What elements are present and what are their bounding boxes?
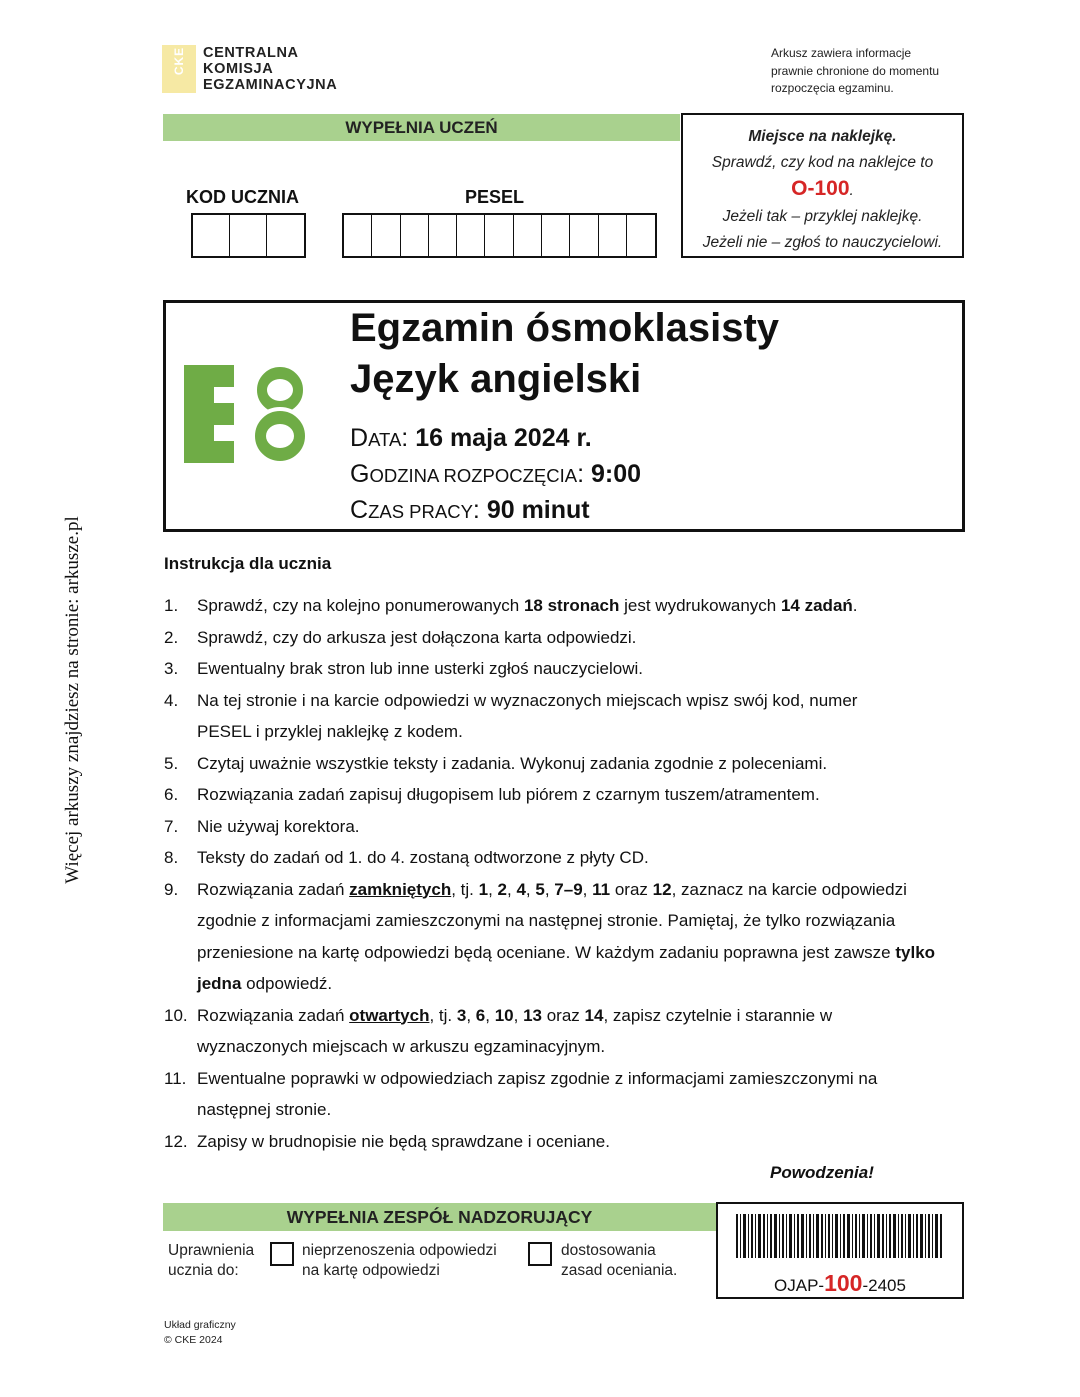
e8-logo-icon: [182, 363, 324, 465]
text-part: , zaznacz na karcie odpowiedzi zgodnie z informacjami zamieszczonymi na następnej stronie. Pamiętaj, że tylko rozwiązania przeniesione na kartę odpowiedzi będą oceniane. W każdym zadaniu poprawna jest zawsze: [197, 879, 907, 962]
cke-logo: [162, 45, 337, 93]
pesel-box[interactable]: [627, 215, 655, 256]
item-number: 7.: [164, 816, 179, 836]
text-bold: 14 zadań: [780, 596, 853, 615]
pesel-box[interactable]: [401, 215, 429, 256]
item-text: Zapisy w brudnopisie nie będą sprawdzane i oceniane.: [197, 1131, 610, 1151]
list-item: [164, 842, 974, 874]
supervisor-section-bar: WYPEŁNIA ZESPÓŁ NADZORUJĄCY: [163, 1203, 716, 1231]
kod-ucznia-boxes[interactable]: [191, 213, 306, 258]
date-label: ATA: [368, 429, 402, 450]
item-number: 9.: [164, 879, 179, 899]
sticker-line: Miejsce na naklejkę.: [748, 128, 897, 145]
text-underlined: zamkniętych: [349, 879, 452, 899]
pesel-box[interactable]: [485, 215, 513, 256]
pesel-box[interactable]: [542, 215, 570, 256]
list-item: [164, 590, 974, 622]
item-number: 12.: [164, 1131, 188, 1151]
pesel-box[interactable]: [372, 215, 400, 256]
list-item: [164, 1063, 974, 1126]
exam-title: Egzamin ósmoklasisty: [350, 306, 780, 350]
instructions-list: [164, 590, 974, 1157]
text-part: ,: [544, 879, 555, 899]
task-number: 1: [478, 879, 489, 899]
task-number: 5: [535, 879, 545, 899]
legal-line: prawnie chronione do momentu: [771, 63, 940, 78]
item-number: 4.: [164, 690, 179, 710]
task-number: 4: [516, 879, 526, 899]
barcode-code: [718, 1270, 962, 1297]
pesel-box[interactable]: [599, 215, 627, 256]
item-number: 3.: [164, 659, 179, 678]
text-part: Rozwiązania zadań: [197, 1005, 350, 1025]
list-item: [164, 653, 974, 685]
text-part: ,: [582, 879, 593, 899]
sticker-area: [681, 113, 964, 258]
footer-line: © CKE 2024: [164, 1334, 223, 1346]
permissions-label-line: Uprawnienia: [168, 1242, 255, 1259]
text-part: Rozwiązania zadań: [197, 879, 350, 899]
duration-cap: C: [350, 496, 369, 524]
cke-logo-mark: [162, 45, 196, 93]
item-text: [197, 590, 858, 622]
footer: [164, 1318, 236, 1348]
text-part: oraz: [542, 1005, 585, 1025]
adjusted-grading-label: [561, 1241, 677, 1281]
text-part: , zapisz czytelnie i starannie w wyznaczonych miejscach w arkuszu egzaminacyjnym.: [197, 1005, 833, 1056]
adjusted-grading-checkbox[interactable]: [528, 1242, 552, 1266]
item-text: Nie używaj korektora.: [197, 816, 360, 836]
item-text: Czytaj uważnie wszystkie teksty i zadania. Wykonuj zadania zgodnie z poleceniami.: [197, 753, 828, 773]
text-part: oraz: [610, 879, 653, 899]
cke-logo-name: [203, 45, 337, 93]
exam-start-time: GODZINA ROZPOCZĘCIA: 9:00: [350, 460, 642, 488]
task-number: 6: [475, 1005, 486, 1025]
pesel-label: PESEL: [465, 187, 525, 207]
logo-line: EGZAMINACYJNA: [203, 77, 338, 93]
text-part: .: [852, 596, 858, 615]
barcode-icon: [736, 1214, 944, 1258]
item-text: [197, 1000, 897, 1063]
barcode-suffix: -2405: [862, 1276, 906, 1295]
sticker-code-suffix: .: [849, 182, 854, 199]
list-item: [164, 811, 974, 843]
text-bold: 18 stronach: [523, 596, 620, 615]
item-number: 1.: [164, 596, 179, 615]
no-transfer-label: [302, 1241, 497, 1281]
item-number: 10.: [164, 1005, 188, 1025]
exam-title-box: [163, 300, 965, 532]
pesel-box[interactable]: [570, 215, 598, 256]
item-text: Sprawdź, czy do arkusza jest dołączona karta odpowiedzi.: [197, 627, 637, 647]
sticker-code: O-100: [791, 177, 850, 200]
item-text: Ewentualny brak stron lub inne usterki zgłoś nauczycielowi.: [197, 659, 644, 678]
barcode-variant: 100: [824, 1270, 863, 1296]
date-cap: D: [350, 424, 369, 452]
footer-line: Układ graficzny: [164, 1319, 236, 1331]
text-part: ,: [488, 879, 498, 899]
text-part: Sprawdź, czy na kolejno ponumerowanych: [197, 596, 524, 615]
task-number: 12: [652, 879, 672, 899]
exam-date: DATA: 16 maja 2024 r.: [350, 424, 592, 452]
list-item: [164, 779, 974, 811]
kod-box[interactable]: [230, 215, 267, 256]
item-text: Ewentualne poprawki w odpowiedziach zapisz zgodnie z informacjami zamieszczonymi na następnej stronie.: [197, 1068, 878, 1119]
time-label: ODZINA ROZPOCZĘCIA: [369, 465, 578, 486]
exam-subject: Język angielski: [350, 357, 642, 401]
task-number: 11: [592, 879, 611, 899]
task-number: 10: [494, 1005, 514, 1025]
option-line: nieprzenoszenia odpowiedzi: [302, 1242, 497, 1259]
sticker-code-line: [683, 176, 962, 204]
text-part: ,: [507, 879, 517, 899]
text-part: ,: [485, 1005, 495, 1025]
item-number: 6.: [164, 785, 179, 804]
item-text: [197, 874, 967, 1000]
kod-ucznia-label: KOD UCZNIA: [186, 187, 299, 207]
sticker-line: Sprawdź, czy kod na naklejce to: [711, 154, 934, 171]
sticker-line: Jeżeli nie – zgłoś to nauczycielowi.: [702, 234, 943, 251]
text-part: ,: [525, 879, 536, 899]
no-transfer-checkbox[interactable]: [270, 1242, 294, 1266]
duration-label: ZAS PRACY: [368, 501, 473, 522]
side-note: Więcej arkuszy znajdziesz na stronie: arkusze.pl: [62, 516, 83, 884]
list-item: [164, 622, 974, 654]
sticker-line: Jeżeli tak – przyklej naklejkę.: [722, 208, 923, 225]
item-text: Na tej stronie i na karcie odpowiedzi w wyznaczonych miejscach wpisz swój kod, numer PESEL i przyklej naklejkę z kodem.: [197, 690, 858, 741]
list-item: [164, 1126, 974, 1158]
logo-line: CENTRALNA: [203, 45, 299, 61]
kod-box[interactable]: [193, 215, 230, 256]
date-value: 16 maja 2024 r.: [415, 424, 592, 452]
item-number: 11.: [164, 1068, 187, 1088]
pesel-box[interactable]: [344, 215, 372, 256]
pesel-box[interactable]: [429, 215, 457, 256]
list-item: [164, 748, 974, 780]
item-number: 8.: [164, 848, 179, 867]
text-part: , tj.: [429, 1005, 457, 1025]
list-item: [164, 874, 974, 1000]
text-part: jest wydrukowanych: [619, 596, 781, 615]
instructions-title: Instrukcja dla ucznia: [164, 554, 332, 573]
text-part: odpowiedź.: [241, 974, 333, 993]
list-item: [164, 685, 974, 748]
cke-logo-mark-text: CKE: [172, 46, 187, 76]
item-text: Teksty do zadań od 1. do 4. zostaną odtworzone z płyty CD.: [197, 848, 649, 867]
task-number: 14: [584, 1005, 604, 1025]
task-number: 13: [523, 1005, 542, 1025]
item-text: Rozwiązania zadań zapisuj długopisem lub piórem z czarnym tuszem/atramentem.: [197, 785, 820, 804]
legal-line: Arkusz zawiera informacje: [771, 46, 912, 60]
text-underlined: otwartych: [349, 1005, 430, 1025]
barcode-prefix: OJAP-: [774, 1276, 825, 1295]
student-section-bar: WYPEŁNIA UCZEŃ: [163, 114, 680, 141]
item-number: 2.: [164, 627, 179, 647]
duration-value: 90 minut: [486, 496, 590, 524]
option-line: zasad oceniania.: [561, 1262, 678, 1279]
permissions-label: [168, 1241, 254, 1281]
time-cap: G: [350, 460, 370, 488]
legal-line: rozpoczęcia egzaminu.: [771, 81, 894, 95]
legal-notice: [771, 45, 981, 98]
time-value: 9:00: [591, 460, 642, 488]
good-luck-text: Powodzenia!: [770, 1163, 874, 1182]
pesel-box[interactable]: [457, 215, 485, 256]
item-number: 5.: [164, 753, 179, 773]
text-bold: tylko jedna: [197, 942, 936, 993]
kod-box[interactable]: [267, 215, 304, 256]
permissions-label-line: ucznia do:: [168, 1262, 239, 1279]
option-line: na kartę odpowiedzi: [302, 1262, 440, 1279]
text-part: ,: [513, 1005, 524, 1025]
pesel-box[interactable]: [514, 215, 542, 256]
exam-duration: CZAS PRACY: 90 minut: [350, 496, 590, 524]
option-line: dostosowania: [561, 1242, 656, 1259]
task-number: 2: [497, 879, 507, 899]
pesel-boxes[interactable]: [342, 213, 657, 258]
logo-line: KOMISJA: [203, 61, 274, 77]
text-part: , tj.: [451, 879, 479, 899]
barcode-box: [716, 1202, 964, 1299]
list-item: [164, 1000, 974, 1063]
task-number: 7–9: [554, 879, 583, 899]
text-part: ,: [466, 1005, 476, 1025]
task-number: 3: [456, 1005, 467, 1025]
